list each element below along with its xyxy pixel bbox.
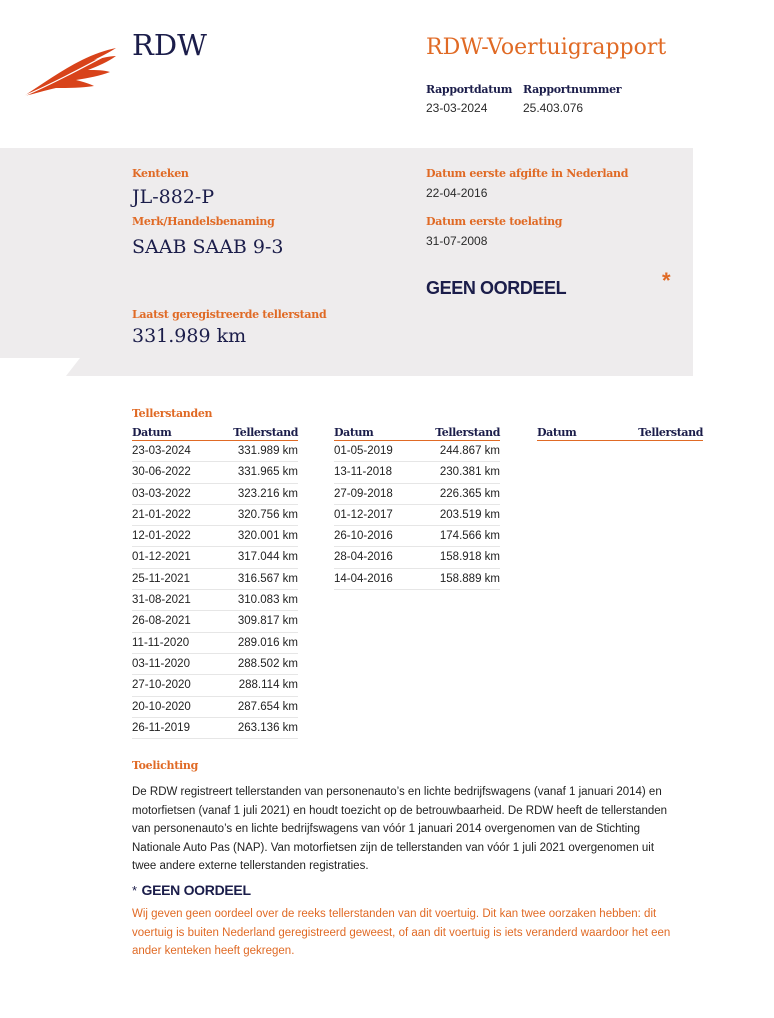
odometer-table-2 [334, 426, 500, 590]
row-odometer: 287.654 km [237, 700, 298, 713]
table-header [132, 426, 298, 441]
table-row [132, 611, 298, 632]
odometer-table-1 [132, 426, 298, 739]
first-admission-value: 31-07-2008 [426, 234, 488, 248]
row-odometer: 309.817 km [237, 615, 298, 628]
table-row [334, 441, 500, 462]
col-value-header: Tellerstand [638, 426, 703, 439]
row-odometer: 174.566 km [439, 530, 500, 543]
text-line: Wij geven geen oordeel over de reeks tellerstanden van dit voertuig. Dit kan twee oorzaken hebben: dit [132, 908, 657, 920]
row-date: 14-04-2016 [334, 572, 393, 585]
make-value: SAAB SAAB 9-3 [132, 236, 284, 258]
plate-label: Kenteken [132, 167, 189, 180]
first-nl-label: Datum eerste afgifte in Nederland [426, 167, 629, 180]
report-date-value: 23-03-2024 [426, 101, 488, 115]
row-date: 31-08-2021 [132, 594, 191, 607]
row-odometer: 323.216 km [237, 487, 298, 500]
table-row [132, 654, 298, 675]
row-date: 26-11-2019 [132, 721, 190, 734]
explanation-text [132, 783, 732, 876]
table-row [132, 590, 298, 611]
table-row [334, 505, 500, 526]
first-nl-value: 22-04-2016 [426, 186, 488, 200]
row-date: 11-11-2020 [132, 636, 190, 649]
row-date: 03-11-2020 [132, 657, 190, 670]
row-date: 03-03-2022 [132, 487, 191, 500]
col-date-header: Datum [537, 426, 577, 439]
row-odometer: 203.519 km [439, 508, 500, 521]
row-date: 01-12-2017 [334, 508, 393, 521]
row-date: 13-11-2018 [334, 466, 392, 479]
row-odometer: 288.114 km [238, 679, 298, 692]
col-value-header: Tellerstand [435, 426, 500, 439]
table-row [132, 484, 298, 505]
row-date: 27-10-2020 [132, 679, 191, 692]
row-date: 01-12-2021 [132, 551, 191, 564]
table-row [334, 547, 500, 568]
row-odometer: 331.989 km [237, 445, 298, 457]
first-admission-label: Datum eerste toelating [426, 215, 563, 228]
table-row [132, 547, 298, 568]
text-line: twee andere externe tellerstanden registraties. [132, 860, 369, 872]
table-row [132, 505, 298, 526]
row-odometer: 317.044 km [237, 551, 298, 564]
vehicle-summary-panel [0, 148, 693, 376]
table-row [132, 462, 298, 483]
footnote-heading [132, 882, 251, 900]
report-title: RDW-Voertuigrapport [426, 35, 667, 60]
row-odometer: 288.502 km [237, 657, 298, 670]
row-odometer: 158.918 km [439, 551, 500, 564]
text-line: motorfietsen (vanaf 1 juli 2021) en houdt toezicht op de betrouwbaarheid. De RDW heeft de tellerstanden [132, 804, 668, 817]
col-date-header: Datum [132, 426, 172, 439]
row-date: 26-08-2021 [132, 615, 191, 628]
table-header [537, 426, 703, 441]
last-odometer-value: 331.989 km [132, 325, 247, 347]
text-line: van personenauto’s en lichte bedrijfswagens van vóór 1 januari 2014 overgenomen van de Stichting [132, 823, 641, 835]
col-value-header: Tellerstand [233, 426, 298, 439]
table-row [132, 633, 298, 654]
table-header [334, 426, 500, 441]
plate-value: JL-882-P [132, 186, 215, 208]
verdict-asterisk: * [662, 268, 671, 293]
odometer-section-title: Tellerstanden [132, 407, 213, 420]
table-row [334, 462, 500, 483]
text-line: voertuig is buiten Nederland geregistreerd geweest, of aan dit voertuig is iets veranderd waardoor het een [132, 926, 671, 939]
table-row [132, 675, 298, 696]
table-row [132, 526, 298, 547]
table-row [334, 569, 500, 590]
footnote-title: GEEN OORDEEL [141, 882, 251, 898]
make-label: Merk/Handelsbenaming [132, 215, 275, 228]
footnote-marker: * [132, 883, 138, 898]
row-date: 28-04-2016 [334, 551, 393, 564]
row-date: 12-01-2022 [132, 530, 191, 543]
row-odometer: 226.365 km [439, 487, 500, 500]
row-date: 23-03-2024 [132, 445, 191, 457]
row-date: 25-11-2021 [132, 572, 190, 585]
row-odometer: 320.756 km [237, 508, 298, 521]
report-number-label: Rapportnummer [523, 83, 622, 96]
row-odometer: 310.083 km [237, 594, 298, 607]
row-odometer: 244.867 km [439, 445, 500, 457]
text-line: ander kenteken heeft gekregen. [132, 945, 295, 957]
table-row [132, 441, 298, 462]
report-date-label: Rapportdatum [426, 83, 513, 96]
report-number-value: 25.403.076 [523, 101, 584, 115]
row-date: 30-06-2022 [132, 466, 191, 479]
row-odometer: 320.001 km [237, 530, 298, 543]
row-date: 27-09-2018 [334, 487, 393, 500]
row-date: 21-01-2022 [132, 508, 191, 521]
footnote-text [132, 905, 732, 961]
table-row [132, 697, 298, 718]
row-odometer: 331.965 km [237, 466, 298, 479]
text-line: De RDW registreert tellerstanden van personenauto’s en lichte bedrijfswagens (vanaf 1 januari 2014) en [132, 786, 662, 798]
table-row [334, 484, 500, 505]
rdw-feather-logo-icon [22, 44, 118, 98]
table-row [132, 718, 298, 739]
brand-name: RDW [132, 28, 207, 62]
row-odometer: 316.567 km [237, 572, 298, 585]
verdict-text: GEEN OORDEEL [426, 278, 567, 298]
table-row [334, 526, 500, 547]
row-date: 20-10-2020 [132, 700, 191, 713]
row-date: 01-05-2019 [334, 445, 393, 457]
row-odometer: 230.381 km [439, 466, 500, 479]
panel-corner-shape [0, 358, 80, 378]
table-row [132, 569, 298, 590]
row-date: 26-10-2016 [334, 530, 393, 543]
odometer-table-3 [537, 426, 703, 441]
row-odometer: 289.016 km [237, 636, 298, 649]
row-odometer: 158.889 km [439, 572, 500, 585]
text-line: Nationale Auto Pas (NAP). Van motorfietsen zijn de tellerstanden van vóór 1 juli 2021 overgenomen uit [132, 841, 655, 854]
col-date-header: Datum [334, 426, 374, 439]
explanation-title: Toelichting [132, 759, 198, 772]
last-odometer-label: Laatst geregistreerde tellerstand [132, 308, 327, 321]
row-odometer: 263.136 km [237, 721, 298, 734]
